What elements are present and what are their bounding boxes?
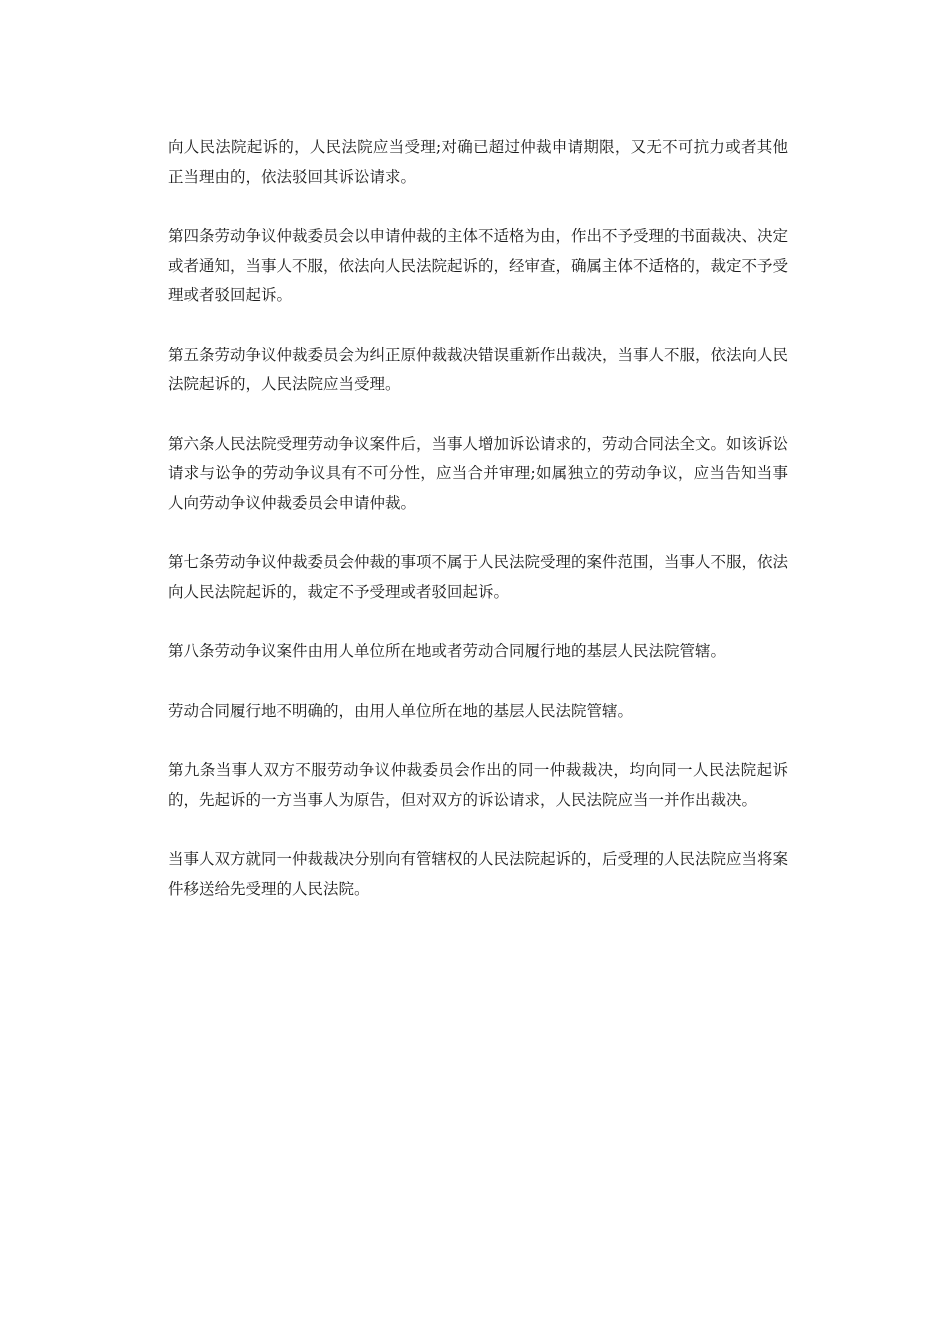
paragraph-article-7: 第七条劳动争议仲裁委员会仲裁的事项不属于人民法院受理的案件范围，当事人不服，依法向人民法院起诉的，裁定不予受理或者驳回起诉。 [168,553,789,601]
paragraph-article-9-note: 当事人双方就同一仲裁裁决分别向有管辖权的人民法院起诉的，后受理的人民法院应当将案件移送给先受理的人民法院。 [168,850,789,898]
paragraph-continuation: 向人民法院起诉的，人民法院应当受理;对确已超过仲裁申请期限，又无不可抗力或者其他正当理由的，依法驳回其诉讼请求。 [168,138,788,186]
paragraph-article-8-note: 劳动合同履行地不明确的，由用人单位所在地的基层人民法院管辖。 [168,701,634,720]
paragraph-article-8: 第八条劳动争议案件由用人单位所在地或者劳动合同履行地的基层人民法院管辖。 [168,642,727,660]
paragraph-article-6: 第六条人民法院受理劳动争议案件后，当事人增加诉讼请求的，劳动合同法全文。如该诉讼请求与讼争的劳动争议具有不可分性，应当合并审理;如属独立的劳动争议，应当告知当事人向劳动争议仲裁委员会申请仲裁。 [168,434,789,512]
paragraph-article-4: 第四条劳动争议仲裁委员会以申请仲裁的主体不适格为由，作出不予受理的书面裁决、决定或者通知，当事人不服，依法向人民法院起诉的，经审查，确属主体不适格的，裁定不予受理或者驳回起诉。 [168,227,789,304]
paragraph-article-9: 第九条当事人双方不服劳动争议仲裁委员会作出的同一仲裁裁决，均向同一人民法院起诉的，先起诉的一方当事人为原告，但对双方的诉讼请求，人民法院应当一并作出裁决。 [168,761,788,809]
paragraph-article-5: 第五条劳动争议仲裁委员会为纠正原仲裁裁决错误重新作出裁决，当事人不服，依法向人民法院起诉的，人民法院应当受理。 [168,345,789,393]
document-body [168,133,788,934]
